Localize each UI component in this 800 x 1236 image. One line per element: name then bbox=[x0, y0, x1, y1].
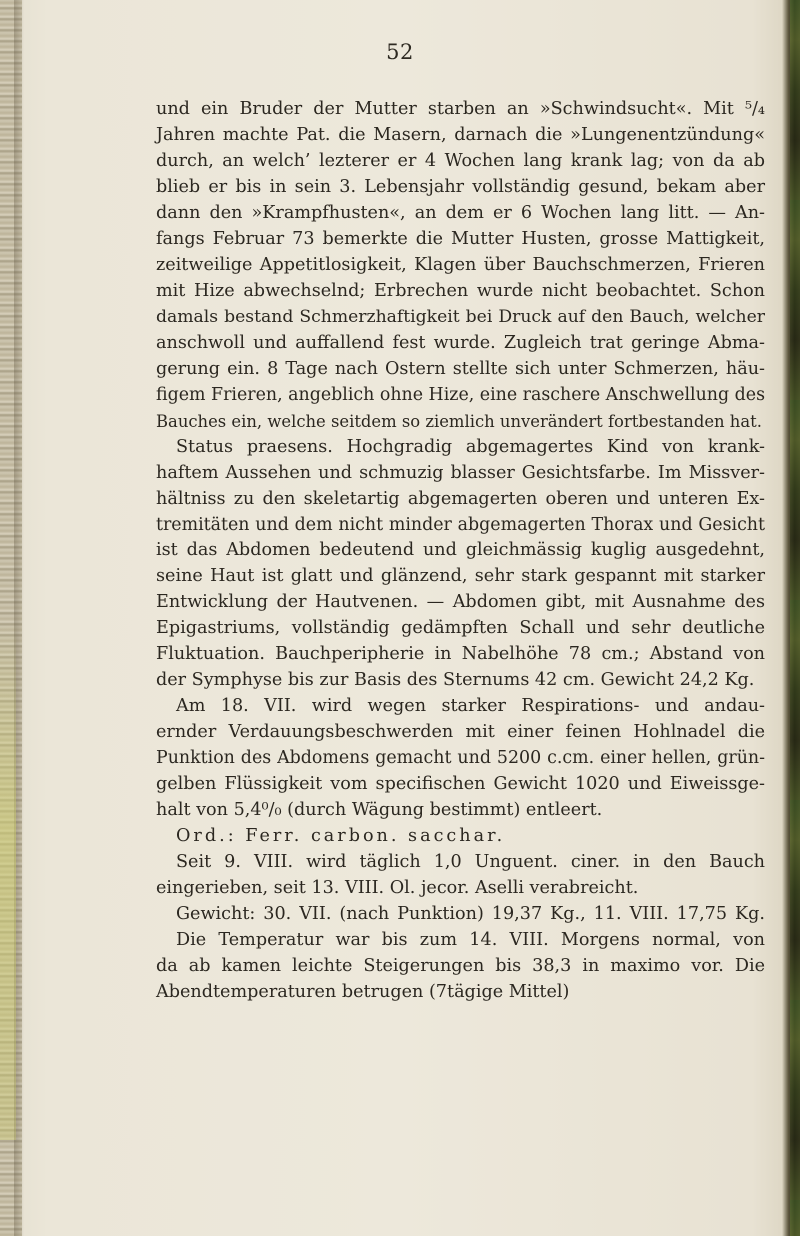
text-line: der Symphyse bis zur Basis des Sternums 42 cm. Gewicht 24,2 Kg. bbox=[156, 670, 755, 691]
text-line: Entwicklung der Hautvenen. — Abdomen gibt, mit Ausnahme des bbox=[156, 592, 765, 613]
text-line: gerung ein. 8 Tage nach Ostern stellte sich unter Schmerzen, häu- bbox=[156, 358, 765, 379]
text-line: hältniss zu den skeletartig abgemagerten oberen und unteren Ex- bbox=[156, 488, 765, 509]
text-line: tremitäten und dem nicht minder abgemagerten Thorax und Gesicht bbox=[156, 514, 765, 535]
text-line: Die Temperatur war bis zum 14. VIII. Morgens normal, von bbox=[176, 930, 765, 950]
text-line: Seit 9. VIII. wird täglich 1,0 Unguent. ciner. in den Bauch bbox=[176, 852, 765, 873]
body-text bbox=[156, 97, 765, 1006]
text-line: Bauches ein, welche seitdem so ziemlich unverändert fortbestanden hat. bbox=[156, 411, 762, 431]
text-line: gelben Flüssigkeit vom specifischen Gewicht 1020 und Eiweissge- bbox=[156, 774, 765, 795]
text-line: Abendtemperaturen betrugen (7tägige Mittel) bbox=[156, 981, 570, 1002]
text-line: damals bestand Schmerzhaftigkeit bei Druck auf den Bauch, welcher bbox=[156, 306, 765, 327]
page-number: 52 bbox=[386, 40, 414, 64]
text-line: blieb er bis in sein 3. Lebensjahr vollständig gesund, bekam aber bbox=[156, 176, 765, 197]
text-line: mit Hize abwechselnd; Erbrechen wurde nicht beobachtet. Schon bbox=[156, 280, 765, 301]
page-edge-discoloration bbox=[790, 0, 800, 1236]
text-line: halt von 5,4⁰/₀ (durch Wägung bestimmt) entleert. bbox=[156, 800, 603, 821]
text-line: seine Haut ist glatt und glänzend, sehr stark gespannt mit starker bbox=[156, 566, 765, 587]
text-line: fangs Februar 73 bemerkte die Mutter Husten, grosse Mattigkeit, bbox=[156, 228, 765, 249]
text-line: und ein Bruder der Mutter starben an »Schwindsucht«. Mit ⁵/₄ bbox=[156, 99, 765, 119]
text-line: anschwoll und auffallend fest wurde. Zugleich trat geringe Abma- bbox=[156, 332, 765, 353]
text-line: Am 18. VII. wird wegen starker Respirations- und andau- bbox=[176, 696, 765, 717]
text-line: Ord.: Ferr. carbon. sacchar. bbox=[176, 826, 506, 847]
text-line: haftem Aussehen und schmuzig blasser Gesichtsfarbe. Im Missver- bbox=[156, 462, 765, 483]
text-line: dann den »Krampfhusten«, an dem er 6 Wochen lang litt. — An- bbox=[156, 202, 765, 223]
text-line: figem Frieren, angeblich ohne Hize, eine raschere Anschwellung des bbox=[156, 384, 765, 405]
text-line: Gewicht: 30. VII. (nach Punktion) 19,37 Kg., 11. VIII. 17,75 Kg. bbox=[176, 904, 765, 925]
page-stain bbox=[0, 620, 16, 1140]
text-line: da ab kamen leichte Steigerungen bis 38,3 in maximo vor. Die bbox=[156, 955, 765, 976]
text-line: eingerieben, seit 13. VIII. Ol. jecor. Aselli verabreicht. bbox=[156, 878, 639, 899]
text-line: Epigastriums, vollständig gedämpften Schall und sehr deutliche bbox=[156, 618, 765, 639]
text-line: durch, an welch’ lezterer er 4 Wochen lang krank lag; von da ab bbox=[156, 150, 765, 171]
text-line: Punktion des Abdomens gemacht und 5200 c.cm. einer hellen, grün- bbox=[156, 748, 765, 769]
text-line: ist das Abdomen bedeutend und gleichmässig kuglig ausgedehnt, bbox=[156, 540, 765, 561]
text-line: Fluktuation. Bauchperipherie in Nabelhöhe 78 cm.; Abstand von bbox=[156, 644, 765, 665]
text-line: Jahren machte Pat. die Masern, darnach die »Lungenentzündung« bbox=[156, 124, 765, 145]
text-line: Status praesens. Hochgradig abgemagertes Kind von krank- bbox=[176, 436, 765, 457]
text-line: ernder Verdauungsbeschwerden mit einer feinen Hohlnadel die bbox=[156, 722, 765, 743]
text-line: zeitweilige Appetitlosigkeit, Klagen über Bauchschmerzen, Frieren bbox=[156, 254, 765, 275]
